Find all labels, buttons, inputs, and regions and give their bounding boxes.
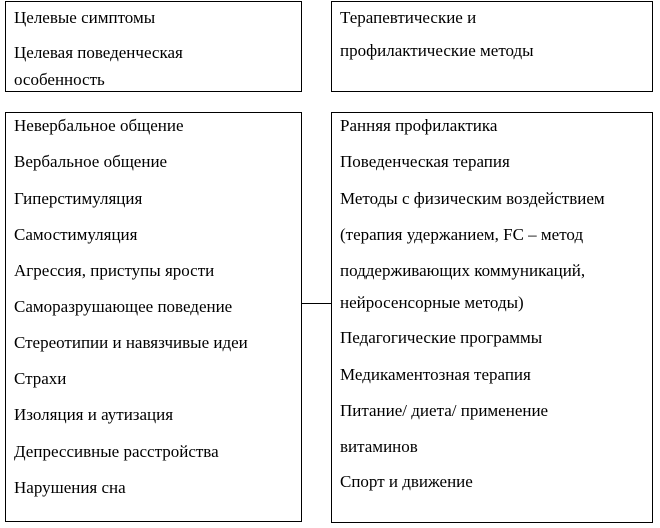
method-item: Педагогические программы	[340, 328, 543, 347]
symptom-item: Страхи	[14, 369, 67, 388]
symptom-item: Депрессивные расстройства	[14, 442, 219, 461]
method-item: поддерживающих коммуникаций,	[340, 261, 586, 280]
target-symptoms-header-box	[5, 1, 302, 92]
target-behavior-line-1: Целевая поведенческая	[14, 43, 183, 62]
method-item: Поведенческая терапия	[340, 152, 510, 171]
symptom-item: Изоляция и аутизация	[14, 405, 174, 424]
method-item: Методы с физическим воздействием	[340, 189, 605, 208]
method-item: Спорт и движение	[340, 472, 473, 491]
methods-header-box	[331, 1, 653, 92]
symptom-item: Нарушения сна	[14, 478, 126, 497]
symptom-item: Невербальное общение	[14, 116, 184, 135]
method-item: нейросенсорные методы)	[340, 293, 524, 312]
target-behavior-line-2: особенность	[14, 70, 105, 89]
method-item: (терапия удержанием, FC – метод	[340, 225, 584, 244]
target-symptoms-title: Целевые симптомы	[14, 8, 156, 27]
method-item: Питание/ диета/ применение	[340, 401, 549, 420]
connector-line	[302, 303, 331, 304]
symptom-item: Стереотипии и навязчивые идеи	[14, 333, 248, 352]
method-item: Ранняя профилактика	[340, 116, 498, 135]
symptom-item: Самостимуляция	[14, 225, 138, 244]
symptom-item: Саморазрушающее поведение	[14, 297, 233, 316]
symptom-item: Гиперстимуляция	[14, 189, 143, 208]
symptom-item: Агрессия, приступы ярости	[14, 261, 215, 280]
methods-list-box	[331, 112, 653, 523]
methods-header-line-1: Терапевтические и	[340, 8, 477, 27]
symptoms-list-box	[5, 112, 302, 522]
symptom-item: Вербальное общение	[14, 152, 168, 171]
method-item: Медикаментозная терапия	[340, 365, 531, 384]
method-item: витаминов	[340, 437, 418, 456]
methods-header-line-2: профилактические методы	[340, 41, 534, 60]
